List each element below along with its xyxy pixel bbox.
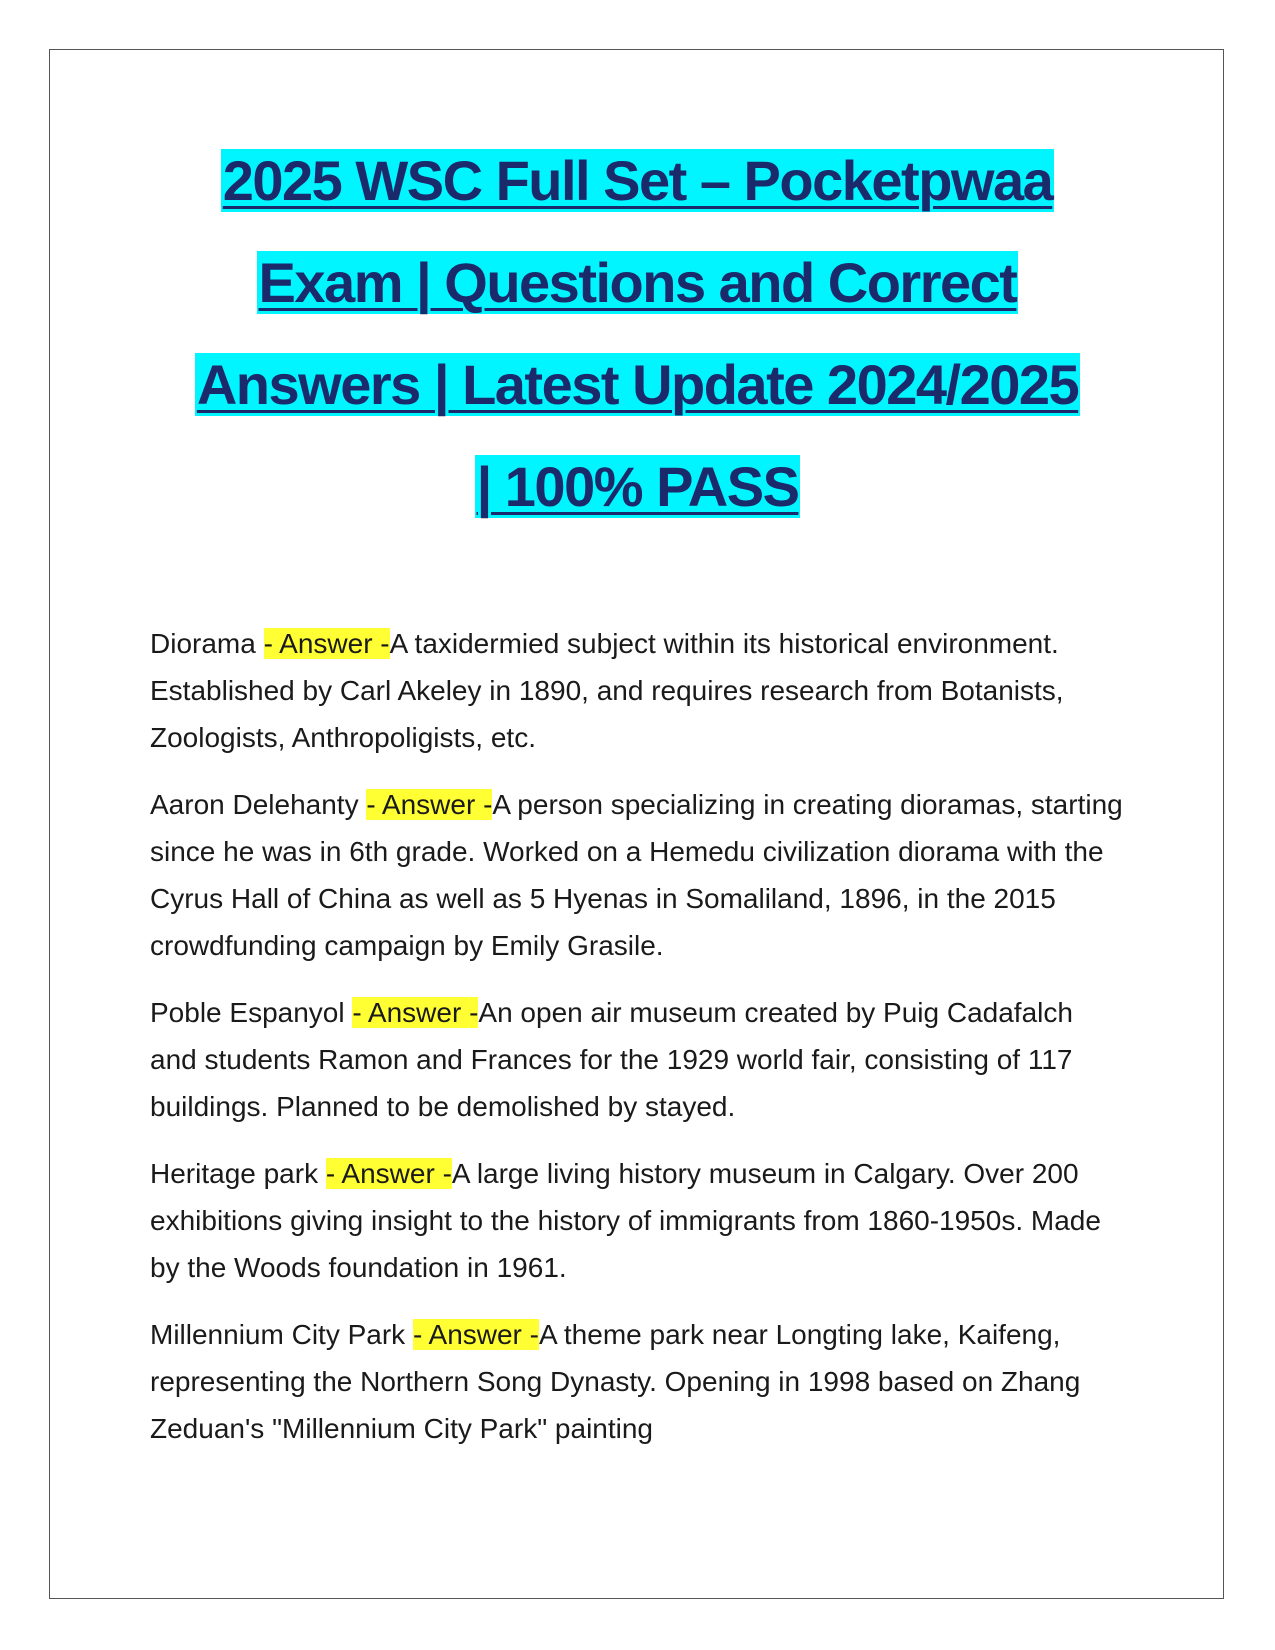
answer-marker: - Answer - [325, 1158, 452, 1189]
title-highlight: | 100% PASS [476, 455, 799, 518]
entry-definition: A large living history museum in Calgary. Over 200 exhibitions giving insight to the history of immigrants from 1860-1950s. Made by the Woods foundation in 1961. [150, 1158, 1101, 1283]
answer-marker: - Answer - [366, 789, 493, 820]
answer-marker: - Answer - [352, 997, 479, 1028]
title-highlight: Answers | Latest Update 2024/2025 [196, 353, 1079, 416]
qa-list [150, 620, 1125, 1472]
entry-term: Poble Espanyol [150, 997, 353, 1028]
qa-entry-poble-espanyol [150, 989, 1125, 1130]
answer-marker: - Answer - [412, 1319, 539, 1350]
entry-definition: A person specializing in creating dioramas, starting since he was in 6th grade. Worked on a Hemedu civilization diorama with the Cyrus Hall of China as well as 5 Hyenas in Somaliland, 1896, in the 2015 crowdfunding campaign by Emily Grasile. [150, 789, 1123, 961]
qa-entry-aaron-delehanty [150, 781, 1125, 969]
entry-term: Diorama [150, 628, 264, 659]
title-highlight: Exam | Questions and Correct [258, 251, 1017, 314]
title-line [100, 232, 1175, 334]
entry-term: Aaron Delehanty [150, 789, 367, 820]
entry-term: Heritage park [150, 1158, 326, 1189]
entry-term: Millennium City Park [150, 1319, 413, 1350]
qa-entry-heritage-park [150, 1150, 1125, 1291]
title-line [100, 130, 1175, 232]
title-line [100, 334, 1175, 436]
title-highlight: 2025 WSC Full Set – Pocketpwaa [222, 149, 1053, 212]
qa-entry-millennium-city-park [150, 1311, 1125, 1452]
document-title [100, 130, 1175, 538]
title-line [100, 436, 1175, 538]
answer-marker: - Answer - [263, 628, 390, 659]
entry-definition: A taxidermied subject within its historical environment. Established by Carl Akeley in 1890, and requires research from Botanists, Zoologists, Anthropoligists, etc. [150, 628, 1064, 753]
entry-definition: A theme park near Longting lake, Kaifeng, representing the Northern Song Dynasty. Opening in 1998 based on Zhang Zeduan's "Millennium City Park" painting [150, 1319, 1081, 1444]
qa-entry-diorama [150, 620, 1125, 761]
entry-definition: An open air museum created by Puig Cadafalch and students Ramon and Frances for the 1929 world fair, consisting of 117 buildings. Planned to be demolished by stayed. [150, 997, 1073, 1122]
